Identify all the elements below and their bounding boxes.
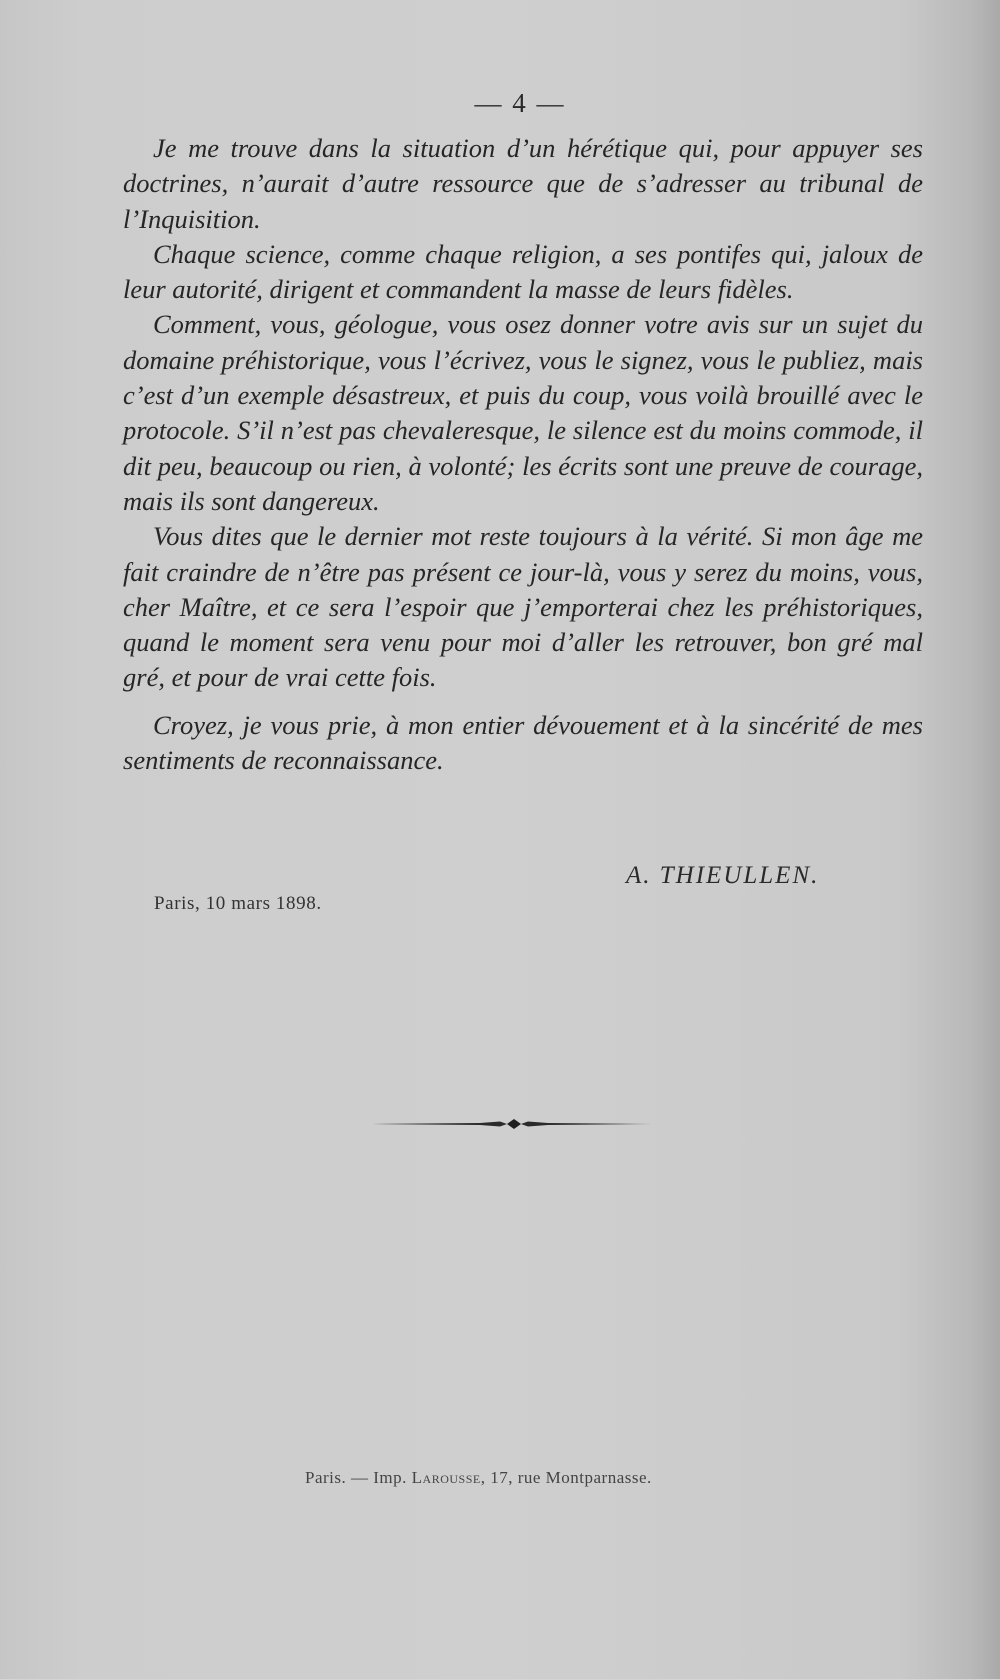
imprint-printer-name: Larousse,: [411, 1468, 486, 1487]
letter-body: [123, 131, 923, 778]
printer-imprint: [305, 1468, 652, 1488]
letter-paragraph-1: Je me trouve dans la situation d’un hérétique qui, pour appuyer ses doctrines, n’aurait d’autre ressource que de s’adresser au tribunal de l’Inquisition.: [123, 133, 923, 234]
page-number: — 4 —: [474, 88, 566, 118]
letter-paragraph-2: Chaque science, comme chaque religion, a ses pontifes qui, jaloux de leur autorité, dirigent et commandent la masse de leurs fidèles.: [123, 238, 923, 305]
letter-closing-paragraph: Croyez, je vous prie, à mon entier dévouement et à la sincérité de mes sentiments de reconnaissance.: [123, 709, 923, 776]
printer-ornament-rule-icon: [372, 1113, 652, 1135]
letter-paragraph-4: Vous dites que le dernier mot reste toujours à la vérité. Si mon âge me fait craindre de n’être pas présent ce jour-là, vous y serez du moins, vous, cher Maître, et ce sera l’espoir que j’emporterai chez les préhistoriques, quand le moment sera venu pour moi d’aller les retrouver, bon gré mal gré, et pour de vrai cette fois.: [123, 521, 923, 693]
imprint-address: 17, rue Montparnasse.: [490, 1468, 652, 1487]
imprint-prefix: Paris. — Imp.: [305, 1468, 407, 1487]
signature: A. THIEULLEN.: [626, 862, 820, 889]
place-date: Paris, 10 mars 1898.: [154, 893, 322, 914]
letter-paragraph-3: Comment, vous, géologue, vous osez donner votre avis sur un sujet du domaine préhistorique, vous l’écrivez, vous le signez, vous le publiez, mais c’est d’un exemple désastreux, et puis du coup, vous voilà brouillé avec le protocole. S’il n’est pas chevaleresque, le silence est du moins commode, il dit peu, beaucoup ou rien, à volonté; les écrits sont une preuve de courage, mais ils sont dangereux.: [123, 309, 923, 516]
